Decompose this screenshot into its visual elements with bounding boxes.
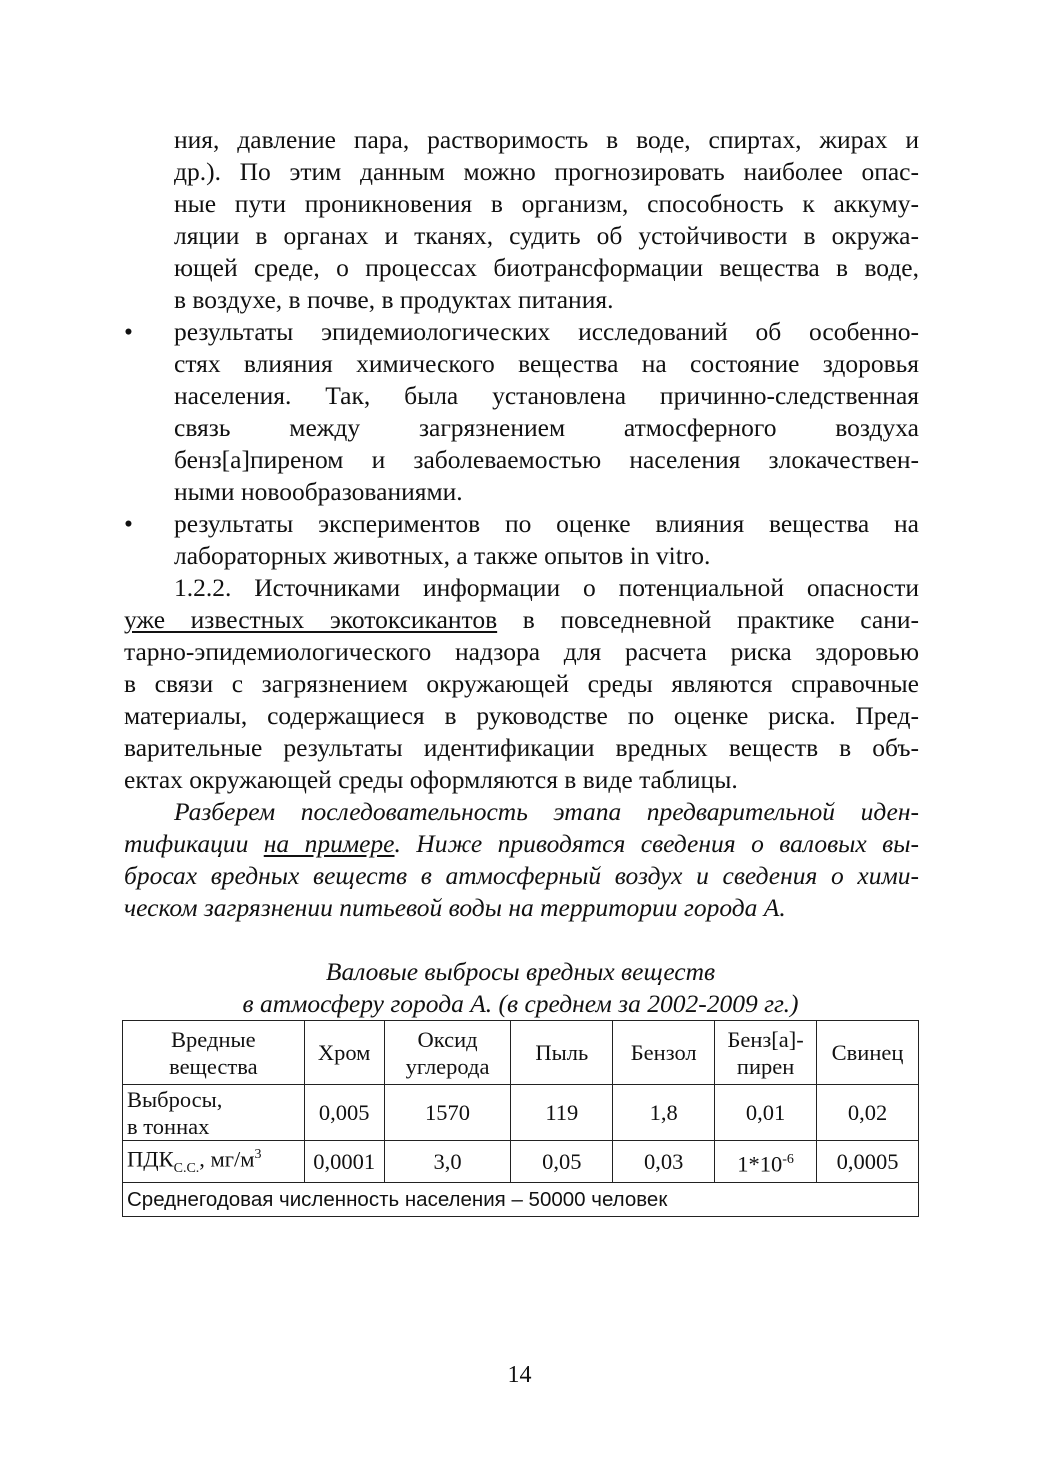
- value-cell: 0,0005: [817, 1141, 919, 1183]
- value-cell: 0,0001: [304, 1141, 384, 1183]
- header-cell: Пыль: [511, 1021, 613, 1085]
- text-line: результаты экспериментов по оценке влияния вещества на: [174, 509, 919, 538]
- table-caption-line: Валовые выбросы вредных веществ: [325, 957, 716, 986]
- emissions-table: [122, 1020, 919, 1217]
- row-label-cell: Выбросы, в тоннах: [123, 1085, 305, 1141]
- text-line: ния, давление пара, растворимость в воде, спиртах, жирах и: [174, 125, 919, 154]
- text-line: уже известных экотоксикантов в повседневной практике сани-: [124, 605, 919, 634]
- header-cell: Бенз[а]- пирен: [715, 1021, 817, 1085]
- text-line: варительные результаты идентификации вредных веществ в объ-: [124, 733, 919, 762]
- bullet-symbol: •: [124, 509, 133, 538]
- text-line: связь между загрязнением атмосферного воздуха: [174, 413, 919, 442]
- text-line: лабораторных животных, а также опытов in vitro.: [174, 541, 711, 570]
- value-cell: 0,02: [817, 1085, 919, 1141]
- header-cell: Оксид углерода: [384, 1021, 511, 1085]
- text-line: тификации на примере. Ниже приводятся сведения о валовых вы-: [124, 829, 919, 858]
- row-label-cell: $ПДК_{С.С.}$, $мг/м^3$: [123, 1141, 305, 1183]
- text-line: в связи с загрязнением окружающей среды являются справочные: [124, 669, 919, 698]
- text-line: бенз[а]пиреном и заболеваемостью населения злокачествен-: [174, 445, 919, 474]
- value-cell: 1,8: [613, 1085, 715, 1141]
- text-line: тарно-эпидемиологического надзора для расчета риска здоровью: [124, 637, 919, 666]
- table-header-row: [123, 1021, 919, 1085]
- text-line: в воздухе, в почве, в продуктах питания.: [174, 285, 614, 314]
- table-row: [123, 1085, 919, 1141]
- value-cell: 0,05: [511, 1141, 613, 1183]
- text-line: ческом загрязнении питьевой воды на территории города А.: [124, 893, 786, 922]
- text-line: бросах вредных веществ в атмосферный воздух и сведения о хими-: [124, 861, 919, 890]
- table-caption-line: в атмосферу города А. (в среднем за 2002-2009 гг.): [242, 989, 799, 1018]
- table-footer-row: [123, 1183, 919, 1217]
- page-number: 14: [507, 1362, 532, 1388]
- header-cell: Вредные вещества: [123, 1021, 305, 1085]
- text-line: ляции в органах и тканях, судить об устойчивости в окружа-: [174, 221, 919, 250]
- bullet-symbol: •: [124, 317, 133, 346]
- table-row: [123, 1141, 919, 1183]
- text-line: населения. Так, была установлена причинно-следственная: [174, 381, 919, 410]
- text-line: ные пути проникновения в организм, способность к аккуму-: [174, 189, 919, 218]
- population-note: Среднегодовая численность населения – 50000 человек: [123, 1183, 919, 1217]
- text-line: Разберем последовательность этапа предварительной иден-: [174, 797, 919, 826]
- underlined-term: уже известных экотоксикантов: [124, 605, 498, 634]
- value-cell: 0,01: [715, 1085, 817, 1141]
- text-line: стях влияния химического вещества на состояние здоровья: [174, 349, 919, 378]
- text-line: результаты эпидемиологических исследований об особенно-: [174, 317, 919, 346]
- text-line: ными новообразованиями.: [174, 477, 463, 506]
- underlined-term: на примере: [263, 829, 395, 858]
- header-cell: Бензол: [613, 1021, 715, 1085]
- value-cell: $1*10^{-6}$: [715, 1141, 817, 1183]
- value-cell: 3,0: [384, 1141, 511, 1183]
- text-line: ектах окружающей среды оформляются в виде таблицы.: [124, 765, 738, 794]
- value-cell: 119: [511, 1085, 613, 1141]
- value-cell: 0,03: [613, 1141, 715, 1183]
- header-cell: Свинец: [817, 1021, 919, 1085]
- value-cell: 0,005: [304, 1085, 384, 1141]
- text-line: 1.2.2. Источниками информации о потенциальной опасности: [174, 573, 919, 602]
- text-line: ющей среде, о процессах биотрансформации вещества в воде,: [174, 253, 919, 282]
- text-line: материалы, содержащиеся в руководстве по оценке риска. Пред-: [124, 701, 919, 730]
- header-cell: Хром: [304, 1021, 384, 1085]
- value-cell: 1570: [384, 1085, 511, 1141]
- text-line: др.). По этим данным можно прогнозировать наиболее опас-: [174, 157, 919, 186]
